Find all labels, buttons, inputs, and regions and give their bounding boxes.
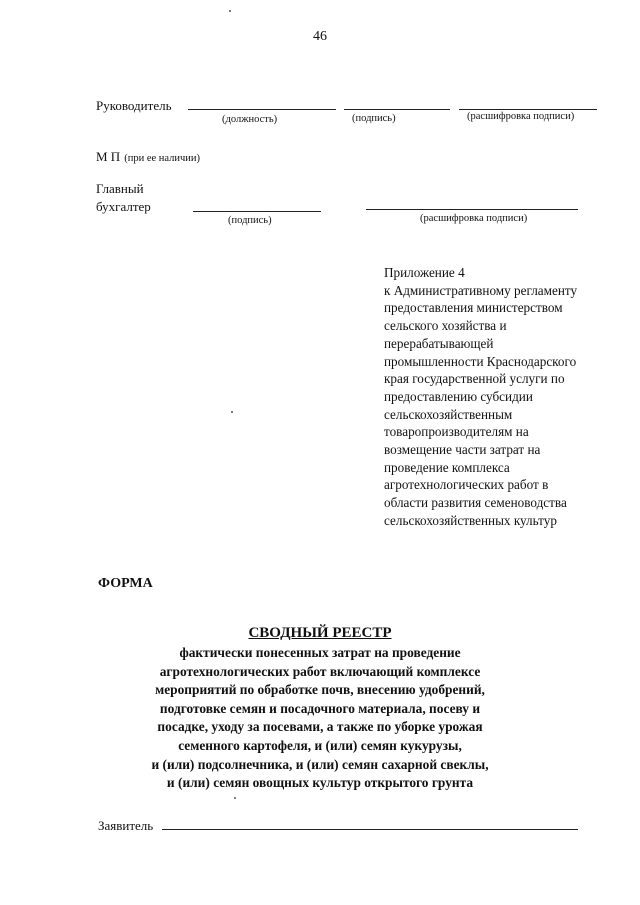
- scan-speck: [234, 797, 236, 799]
- accountant-decoding-line: [366, 209, 578, 210]
- appendix-line: промышленности Краснодарского: [384, 353, 577, 369]
- appendix-line: области развития семеноводства: [384, 495, 567, 511]
- appendix-line: Приложение 4: [384, 265, 465, 280]
- signature-caption: (подпись): [352, 113, 396, 124]
- scan-speck: [231, 411, 233, 413]
- appendix-line: товаропроизводителям на: [384, 424, 529, 440]
- scan-speck: [229, 10, 231, 12]
- description-line: посадке, уходу за посевами, а также по уборке урожая: [157, 719, 483, 735]
- appendix-block: [384, 264, 624, 530]
- signature-line: [344, 109, 450, 110]
- position-line: [188, 109, 336, 110]
- appendix-line: агротехнологических работ в: [384, 477, 549, 493]
- description-line: агротехнологических работ включающий комплексе: [159, 663, 481, 679]
- page-number: 46: [313, 29, 327, 44]
- document-title: СВОДНЫЙ РЕЕСТР: [248, 625, 392, 641]
- appendix-line: предоставления министерством: [384, 300, 563, 316]
- accountant-signature-line: [193, 211, 321, 212]
- decoding-line: [459, 109, 597, 110]
- appendix-line: предоставлению субсидии: [384, 388, 533, 404]
- appendix-line: проведение комплекса: [384, 459, 510, 475]
- appendix-line: края государственной услуги по: [384, 371, 565, 387]
- appendix-line: перерабатывающей: [384, 335, 494, 351]
- appendix-line: возмещение части затрат на: [384, 442, 541, 458]
- appendix-line: сельского хозяйства и: [384, 318, 507, 334]
- applicant-line: [162, 829, 578, 830]
- stamp-label: М П: [96, 149, 121, 164]
- description-line: мероприятий по обработке почв, внесению удобрений,: [155, 682, 485, 698]
- accountant-label-line2: бухгалтер: [96, 199, 151, 214]
- position-caption: (должность): [222, 114, 278, 125]
- director-label: Руководитель: [96, 98, 172, 113]
- document-description: [0, 644, 640, 793]
- description-line: и (или) семян овощных культур открытого грунта: [166, 775, 474, 791]
- stamp-line: [96, 148, 200, 166]
- appendix-line: к Административному регламенту: [384, 282, 578, 298]
- applicant-label: Заявитель: [98, 818, 154, 833]
- accountant-signature-caption: (подпись): [228, 215, 272, 226]
- form-label: ФОРМА: [98, 576, 153, 591]
- description-line: фактически понесенных затрат на проведение: [179, 645, 461, 660]
- description-line: подготовке семян и посадочного материала, посеву и: [159, 700, 481, 716]
- description-line: семенного картофеля, и (или) семян кукурузы,: [178, 737, 462, 753]
- description-line: и (или) подсолнечника, и (или) семян сахарной свеклы,: [151, 756, 489, 772]
- accountant-decoding-caption: (расшифровка подписи): [420, 213, 528, 224]
- appendix-line: сельскохозяйственным: [384, 406, 513, 422]
- appendix-line: сельскохозяйственных культур: [384, 512, 557, 528]
- stamp-note: (при ее наличии): [124, 153, 201, 164]
- accountant-label-line1: Главный: [96, 181, 144, 196]
- decoding-caption: (расшифровка подписи): [467, 111, 575, 122]
